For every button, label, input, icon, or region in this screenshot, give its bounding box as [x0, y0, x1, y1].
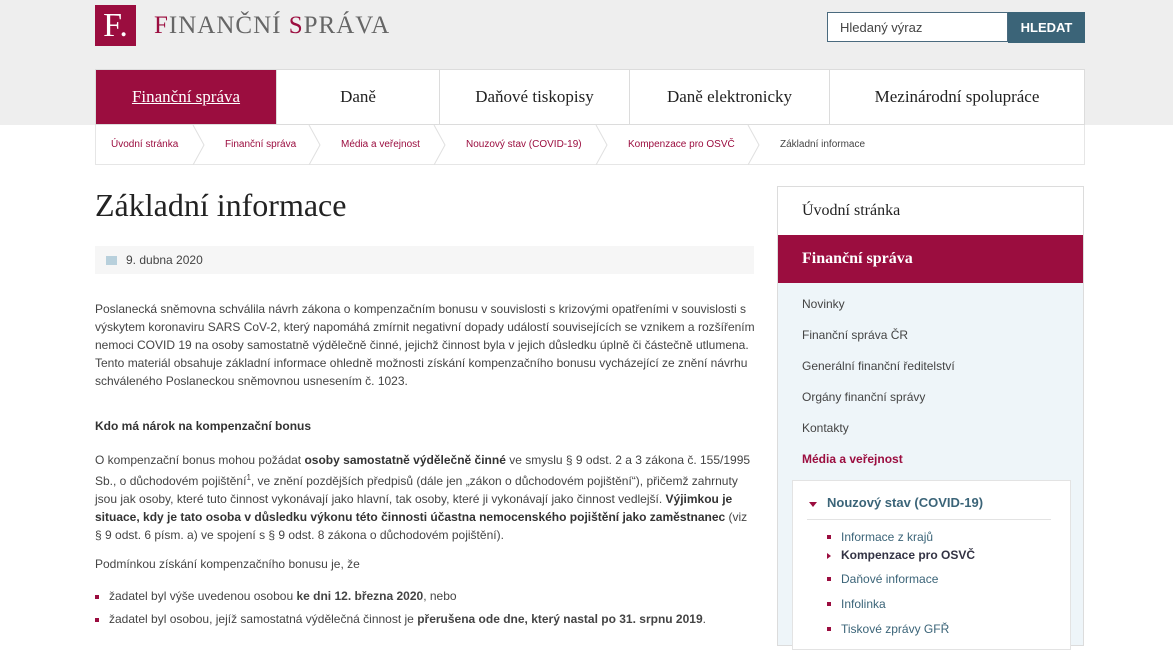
breadcrumb-separator-icon	[433, 125, 447, 165]
search-input[interactable]	[827, 12, 1008, 42]
nav-dane[interactable]: Daně	[277, 70, 440, 124]
brand-name[interactable]	[154, 12, 390, 40]
breadcrumb-separator-icon	[308, 125, 322, 165]
sidebar-item-financni-sprava-cr[interactable]: Finanční správa ČR	[802, 328, 909, 342]
subnav-item-infolinka[interactable]: Infolinka	[841, 597, 886, 611]
list-item	[95, 589, 457, 603]
chevron-down-icon	[809, 502, 817, 507]
text-span: žadatel byl výše uvedenou osobou	[109, 589, 297, 603]
chevron-right-icon	[827, 553, 831, 559]
breadcrumb-item[interactable]: Finanční správa	[225, 139, 297, 150]
subnav-item-kompenzace[interactable]: Kompenzace pro OSVČ	[841, 548, 976, 562]
text-span: .	[702, 612, 706, 626]
bullet-icon	[827, 627, 831, 631]
sidebar-item-kontakty[interactable]: Kontakty	[802, 421, 849, 435]
text-bold: osoby samostatně výdělečně činné	[304, 453, 506, 467]
date-bar	[95, 246, 754, 274]
sidebar-item-novinky[interactable]: Novinky	[802, 297, 845, 311]
breadcrumb	[95, 125, 1085, 165]
breadcrumb-current: Základní informace	[780, 139, 866, 150]
nav-danove-tiskopisy[interactable]: Daňové tiskopisy	[440, 70, 630, 124]
nav-dane-elektronicky[interactable]: Daně elektronicky	[630, 70, 830, 124]
main-nav	[95, 69, 1085, 125]
breadcrumb-separator-icon	[192, 125, 206, 165]
breadcrumb-item[interactable]: Úvodní stránka	[111, 139, 179, 150]
sidebar-section-active[interactable]: Finanční správa	[778, 235, 1083, 283]
footnote-ref[interactable]: 1	[246, 473, 251, 482]
breadcrumb-item[interactable]: Nouzový stav (COVID-19)	[466, 139, 582, 150]
breadcrumb-item[interactable]: Média a veřejnost	[341, 139, 420, 150]
text-span: (viz § 9 odst. 6 písm. a) ve spojení s § 9 odst. 8 zákona o důchodovém pojištění).	[95, 510, 748, 542]
bullet-icon	[827, 602, 831, 606]
brand-word-2: PRÁVA	[303, 12, 391, 39]
text-bold: ke dni 12. března 2020	[296, 589, 424, 603]
divider	[807, 519, 1051, 520]
text-span: , ve znění pozdějších předpisů (dále jen „zákon o důchodovém pojištění“), přičemž zahrnuty jsou jak osoby, které tuto činnost vykonávají jako hlavní, tak osoby, které ji vykonávají jako činnost vedlejší.	[95, 474, 738, 506]
page-title: Základní informace	[95, 187, 347, 223]
brand-initial-f: F	[154, 12, 169, 39]
text-span: žadatel byl osobou, jejíž samostatná výdělečná činnost je	[109, 612, 418, 626]
subnav-item-danove-informace[interactable]: Daňové informace	[841, 572, 939, 586]
condition-paragraph: Podmínkou získání kompenzačního bonusu je, že	[95, 557, 360, 571]
sidebar-item-gfr[interactable]: Generální finanční ředitelství	[802, 359, 955, 373]
sidebar-subnav	[792, 480, 1071, 650]
subnav-item-tiskove-zpravy[interactable]: Tiskové zprávy GFŘ	[841, 622, 950, 636]
bullet-icon	[95, 595, 99, 599]
nav-mezinarodni-spoluprace[interactable]: Mezinárodní spolupráce	[874, 87, 1040, 106]
bullet-icon	[95, 618, 99, 622]
eligibility-paragraph	[95, 451, 755, 544]
publish-date: 9. dubna 2020	[126, 253, 203, 267]
sidebar-item-media[interactable]: Média a veřejnost	[802, 452, 903, 466]
sidebar-item-organy[interactable]: Orgány finanční správy	[802, 390, 926, 404]
breadcrumb-separator-icon	[595, 125, 609, 165]
list-item	[95, 612, 706, 626]
text-span: ve smyslu § 9 odst. 2 a 3 zákona č. 155/1995 Sb., o důchodovém pojištění	[95, 453, 751, 488]
section-heading: Kdo má nárok na kompenzační bonus	[95, 419, 312, 433]
text-bold: Výjimkou je situace, kdy je tato osoba v důsledku výkonu této činnosti účastna nemocenského pojištění jako zaměstnanec	[95, 492, 733, 524]
brand-word-1: INANČNÍ	[168, 12, 289, 39]
nav-financni-sprava[interactable]: Finanční správa	[96, 70, 277, 124]
bullet-icon	[827, 535, 831, 539]
text-span: O kompenzační bonus mohou požádat	[95, 453, 305, 467]
brand-initial-s: S	[288, 12, 304, 39]
subnav-item-kraje[interactable]: Informace z krajů	[841, 530, 934, 544]
sidebar	[777, 186, 1084, 646]
intro-paragraph: Poslanecká sněmovna schválila návrh zákona o kompenzačním bonusu v souvislosti s krizovými opatřeními v souvislosti s výskytem koronaviru SARS CoV-2, který napomáhá zmírnit negativní dopady událostí souvisejících se vznikem a rozšířením nemoci COVID 19 na osoby samostatně výdělečně činné, jejichž činnost byla v jejich důsledku úplně či částečně utlumena. Tento materiál obsahuje základní informace ohledně možnosti získání kompenzačního bonusu vycházející ze znění návrhu schváleného Poslaneckou sněmovnou usnesením č. 1023.	[95, 302, 755, 388]
search-button[interactable]: HLEDAT	[1008, 12, 1085, 43]
bullet-icon	[827, 577, 831, 581]
calendar-icon	[106, 256, 117, 265]
subnav-title[interactable]: Nouzový stav (COVID-19)	[827, 495, 984, 510]
text-span: , nebo	[423, 589, 457, 603]
breadcrumb-item[interactable]: Kompenzace pro OSVČ	[628, 139, 735, 150]
sidebar-home[interactable]: Úvodní stránka	[778, 187, 1083, 235]
logo[interactable]: F.	[95, 5, 136, 46]
text-bold: přerušena ode dne, který nastal po 31. srpnu 2019	[417, 612, 703, 626]
breadcrumb-separator-icon	[747, 125, 761, 165]
